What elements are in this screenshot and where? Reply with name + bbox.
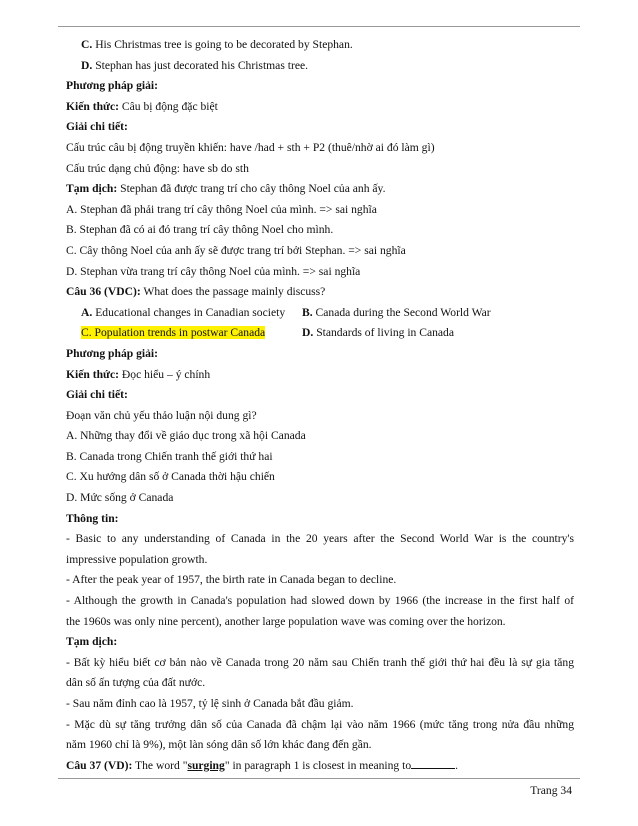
q36-options-row-2	[66, 323, 574, 344]
q36-detail-a: A. Những thay đổi về giáo dục trong xã hội Canada	[66, 429, 306, 443]
q35-structure-active: Cấu trúc dạng chủ động: have sb do sth	[66, 161, 249, 175]
q36-translation-1a: - Bất kỳ hiểu biết cơ bản nào về Canada trong 20 năm sau Chiến tranh thế giới thứ hai đều là sự gia tăng	[66, 655, 574, 669]
q35-structure-passive: Cấu trúc câu bị động truyền khiến: have /had + sth + P2 (thuê/nhờ ai đó làm gì)	[66, 140, 435, 154]
q35-explain-c: C. Cây thông Noel của anh ấy sẽ được trang trí bởi Stephan. => sai nghĩa	[66, 243, 406, 257]
q36-option-b: B. Canada during the Second World War	[302, 305, 491, 319]
q36-info-3a: - Although the growth in Canada's population had slowed down by 1966 (the increase in the first half of	[66, 594, 574, 608]
q35-knowledge: Kiến thức: Câu bị động đặc biệt	[66, 99, 218, 113]
q36-info-2: - After the peak year of 1957, the birth rate in Canada began to decline.	[66, 573, 397, 587]
header-rule	[58, 26, 580, 27]
q35-explain-d: D. Stephan vừa trang trí cây thông Noel của mình. => sai nghĩa	[66, 264, 361, 278]
q36-method-heading: Phương pháp giải:	[66, 346, 158, 360]
q36-info-1a: - Basic to any understanding of Canada in the 20 years after the Second World War is the country's	[66, 532, 574, 546]
q36-info-3b: the 1960s was only nine percent), another large population wave was coming over the horizon.	[66, 614, 506, 628]
q36-translation-3a: - Mặc dù sự tăng trưởng dân số của Canada đã chậm lại vào năm 1966 (mức tăng trong nửa đầu những	[66, 717, 574, 731]
q36-info-heading: Thông tin:	[66, 511, 119, 525]
q35-explain-a: A. Stephan đã phải trang trí cây thông Noel của mình. => sai nghĩa	[66, 202, 377, 216]
q35-detail-heading: Giải chi tiết:	[66, 120, 128, 134]
q36-option-c	[66, 323, 302, 344]
q36-translation-heading: Tạm dịch:	[66, 635, 118, 649]
q36-info-1b: impressive population growth.	[66, 552, 208, 566]
q36-option-a: A. Educational changes in Canadian society	[81, 305, 286, 319]
q36-answer-highlight: C. Population trends in postwar Canada	[81, 326, 266, 340]
document-body	[66, 35, 574, 776]
q36-question: Câu 36 (VDC): What does the passage mainly discuss?	[66, 285, 326, 299]
q36-option-d: D. Standards of living in Canada	[302, 326, 454, 340]
q36-translation-2: - Sau năm đỉnh cao là 1957, tỷ lệ sinh ở Canada bắt đầu giảm.	[66, 697, 354, 710]
q35-method-heading: Phương pháp giải:	[66, 79, 158, 93]
q36-detail-b: B. Canada trong Chiến tranh thế giới thứ hai	[66, 449, 273, 463]
q36-detail-question: Đoạn văn chủ yếu thảo luận nội dung gì?	[66, 408, 257, 422]
q37-keyword: surging	[187, 758, 225, 772]
q36-detail-heading: Giải chi tiết:	[66, 388, 128, 402]
q35-translation: Tạm dịch: Stephan đã được trang trí cho cây thông Noel của anh ấy.	[66, 182, 386, 196]
q35-explain-b: B. Stephan đã có ai đó trang trí cây thông Noel cho mình.	[66, 223, 334, 237]
q35-option-c: C. His Christmas tree is going to be decorated by Stephan.	[81, 38, 353, 51]
q36-detail-c: C. Xu hướng dân số ở Canada thời hậu chiến	[66, 470, 275, 484]
answer-blank	[411, 756, 455, 769]
q37-question: Câu 37 (VD): The word "surging" in paragraph 1 is closest in meaning to .	[66, 756, 574, 777]
q36-translation-3b: năm 1960 chỉ là 9%), một làn sóng dân số lớn khác đang đến gần.	[66, 738, 372, 752]
q35-option-d: D. Stephan has just decorated his Christmas tree.	[81, 58, 309, 72]
footer-rule	[58, 778, 580, 779]
q36-detail-d: D. Mức sống ở Canada	[66, 491, 174, 505]
q36-options-row-1	[66, 303, 574, 324]
q36-translation-1b: dân số ấn tượng của đất nước.	[66, 676, 206, 690]
q36-knowledge: Kiến thức: Đọc hiểu – ý chính	[66, 367, 211, 381]
page-number: Trang 34	[530, 784, 572, 797]
